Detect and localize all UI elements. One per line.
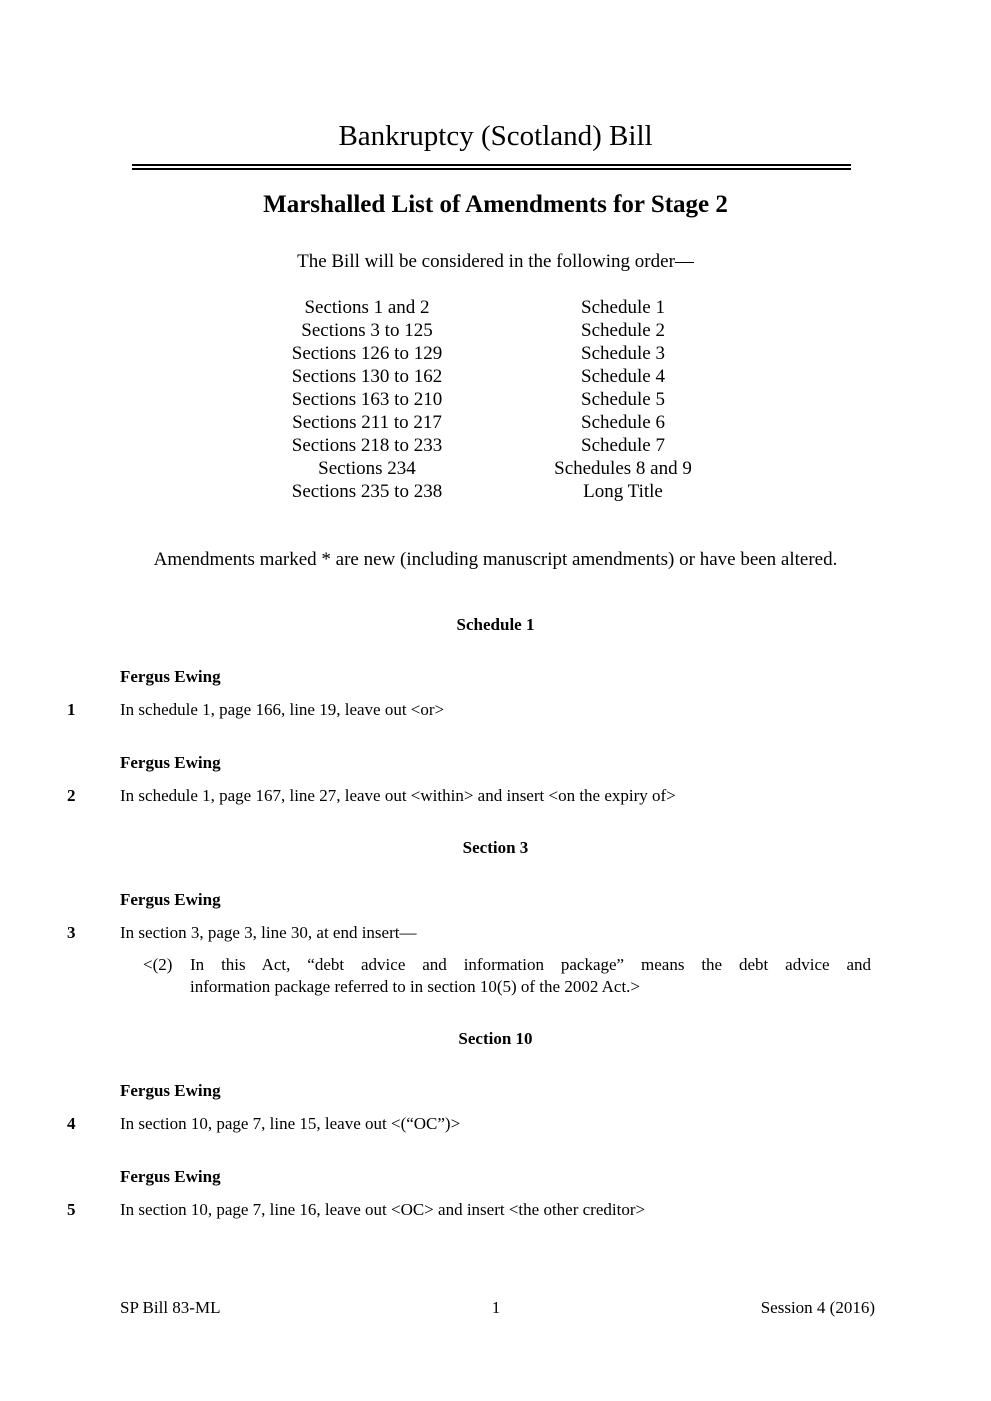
order-item: Sections 218 to 233 [291,435,443,456]
footer-session: Session 4 (2016) [760,1298,875,1317]
order-item: Schedule 7 [581,435,665,456]
order-item: Sections 211 to 217 [292,412,442,433]
inserted-text [190,954,871,998]
amendment-mover: Fergus Ewing [120,1167,221,1186]
amendment-mover: Fergus Ewing [120,1081,221,1100]
inserted-text-line: In this Act, “debt advice and information package” means the debt advice and [190,955,871,974]
order-list-schedules [523,296,723,503]
amendment-number: 4 [67,1114,76,1133]
consideration-intro: The Bill will be considered in the following order— [297,251,694,272]
section-heading: Section 10 [458,1029,533,1048]
title-rule-top [132,164,851,166]
order-item: Sections 126 to 129 [291,343,443,364]
footer-bill-reference: SP Bill 83-ML [120,1298,221,1317]
amendment-mover: Fergus Ewing [120,753,221,772]
order-item: Schedule 3 [581,343,665,364]
inserted-subsection-number: <(2) [143,955,173,974]
amendment-number: 2 [67,786,76,805]
footer-page-number: 1 [491,1298,501,1317]
title-rule-bottom [132,168,851,170]
inserted-text-line: information package referred to in section 10(5) of the 2002 Act.> [190,977,641,996]
order-item: Sections 1 and 2 [304,297,430,318]
amendment-mover: Fergus Ewing [120,890,221,909]
order-item: Schedule 1 [581,297,665,318]
amendment-text: In schedule 1, page 166, line 19, leave out <or> [120,700,445,719]
amendment-text: In section 10, page 7, line 16, leave out <OC> and insert <the other creditor> [120,1200,646,1219]
amendment-marking-note: Amendments marked * are new (including manuscript amendments) or have been altered. [153,549,838,570]
order-item: Schedule 2 [581,320,665,341]
amendment-number: 3 [67,923,76,942]
amendment-number: 1 [67,700,76,719]
order-item: Sections 163 to 210 [291,389,443,410]
order-list-sections [267,296,467,503]
bill-title: Bankruptcy (Scotland) Bill [338,120,653,152]
order-item: Schedule 5 [581,389,665,410]
section-heading: Section 3 [462,838,529,857]
section-heading: Schedule 1 [456,615,535,634]
amendment-number: 5 [67,1200,76,1219]
amendment-text: In section 10, page 7, line 15, leave out <(“OC”)> [120,1114,461,1133]
amendment-text: In schedule 1, page 167, line 27, leave out <within> and insert <on the expiry of> [120,786,676,805]
order-item: Sections 234 [318,458,416,479]
amendment-mover: Fergus Ewing [120,667,221,686]
amendment-text: In section 3, page 3, line 30, at end insert— [120,923,417,942]
order-item: Long Title [583,481,663,502]
order-item: Sections 3 to 125 [301,320,433,341]
order-item: Sections 235 to 238 [291,481,443,502]
order-item: Schedule 6 [581,412,665,433]
order-item: Sections 130 to 162 [291,366,443,387]
order-item: Schedule 4 [581,366,665,387]
document-subtitle: Marshalled List of Amendments for Stage 2 [263,191,728,218]
order-item: Schedules 8 and 9 [554,458,692,479]
